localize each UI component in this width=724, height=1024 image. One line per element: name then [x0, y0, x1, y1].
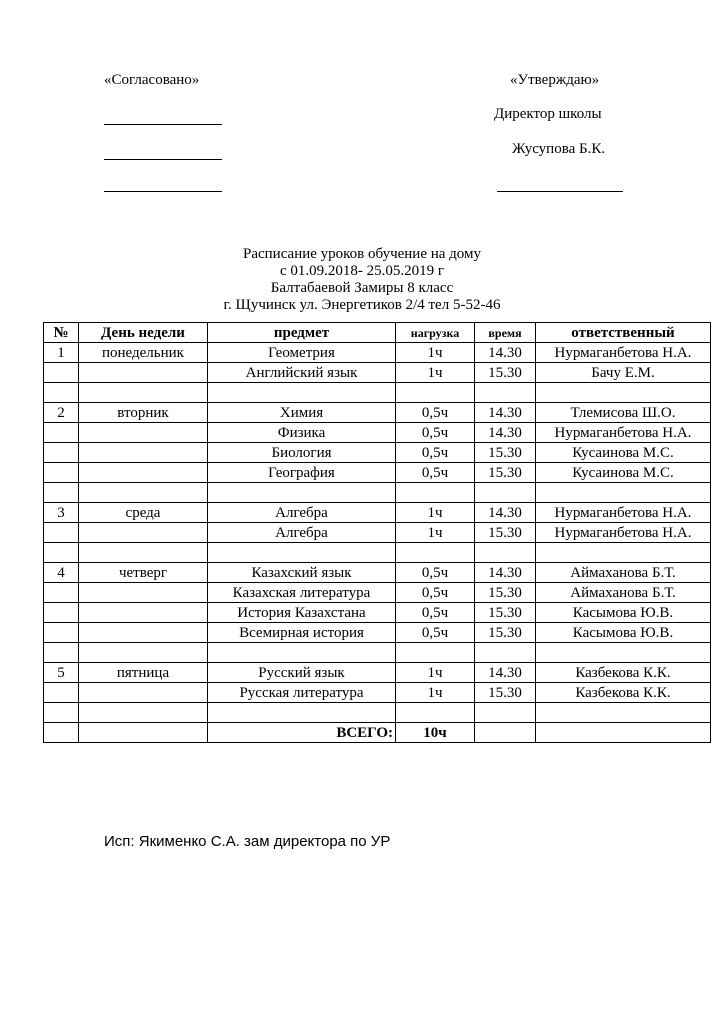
table-cell	[396, 703, 475, 723]
table-cell	[44, 383, 79, 403]
table-cell: Кусаинова М.С.	[536, 463, 711, 483]
table-row	[44, 583, 711, 603]
table-cell	[536, 383, 711, 403]
table-cell	[44, 623, 79, 643]
table-cell	[79, 643, 208, 663]
table-cell: Нурмаганбетова Н.А.	[536, 423, 711, 443]
table-cell	[44, 523, 79, 543]
table-cell	[79, 603, 208, 623]
table-cell: 15.30	[475, 603, 536, 623]
table-cell: 3	[44, 503, 79, 523]
table-cell	[79, 523, 208, 543]
table-cell	[79, 443, 208, 463]
table-cell: География	[208, 463, 396, 483]
table-cell: 1	[44, 343, 79, 363]
table-cell	[44, 723, 79, 743]
table-cell	[79, 463, 208, 483]
table-cell	[44, 483, 79, 503]
table-cell: Бачу Е.М.	[536, 363, 711, 383]
table-cell	[79, 483, 208, 503]
table-row	[44, 543, 711, 563]
table-cell: 15.30	[475, 463, 536, 483]
table-cell: 15.30	[475, 443, 536, 463]
table-cell: 0,5ч	[396, 403, 475, 423]
table-row	[44, 523, 711, 543]
title-line: Балтабаевой Замиры 8 класс	[270, 280, 454, 296]
table-cell	[79, 703, 208, 723]
approve-label: «Утверждаю»	[510, 72, 600, 88]
signature-line	[104, 124, 222, 125]
table-cell	[44, 423, 79, 443]
table-cell	[79, 383, 208, 403]
table-cell	[44, 463, 79, 483]
director-title: Директор школы	[494, 106, 602, 122]
table-cell	[208, 483, 396, 503]
table-cell: 15.30	[475, 583, 536, 603]
table-row	[44, 483, 711, 503]
table-cell: Нурмаганбетова Н.А.	[536, 523, 711, 543]
table-cell: Биология	[208, 443, 396, 463]
table-cell: среда	[79, 503, 208, 523]
schedule-table	[43, 322, 711, 743]
table-cell: Касымова Ю.В.	[536, 603, 711, 623]
table-cell: 14.30	[475, 663, 536, 683]
table-cell: Английский язык	[208, 363, 396, 383]
table-cell: 2	[44, 403, 79, 423]
table-cell: 0,5ч	[396, 563, 475, 583]
table-row	[44, 703, 711, 723]
table-cell: 1ч	[396, 683, 475, 703]
table-cell	[44, 543, 79, 563]
table-cell	[536, 643, 711, 663]
table-row	[44, 623, 711, 643]
table-cell: Геометрия	[208, 343, 396, 363]
table-cell: понедельник	[79, 343, 208, 363]
approved-label: «Согласовано»	[104, 72, 200, 88]
table-cell: вторник	[79, 403, 208, 423]
title-line: Расписание уроков обучение на дому	[242, 246, 482, 262]
table-cell	[475, 643, 536, 663]
table-cell: Казбекова К.К.	[536, 683, 711, 703]
table-cell: Алгебра	[208, 523, 396, 543]
table-cell	[208, 703, 396, 723]
column-header: ответственный	[536, 323, 711, 343]
column-header: №	[44, 323, 79, 343]
table-row	[44, 663, 711, 683]
table-cell: четверг	[79, 563, 208, 583]
table-cell: Нурмаганбетова Н.А.	[536, 343, 711, 363]
table-cell: Всемирная история	[208, 623, 396, 643]
table-cell	[396, 643, 475, 663]
table-cell: 15.30	[475, 363, 536, 383]
table-cell: 14.30	[475, 403, 536, 423]
total-value: 10ч	[396, 723, 475, 743]
table-cell	[79, 723, 208, 743]
table-header-row	[44, 323, 711, 343]
table-row	[44, 403, 711, 423]
table-cell: Кусаинова М.С.	[536, 443, 711, 463]
table-cell: Аймаханова Б.Т.	[536, 563, 711, 583]
table-row	[44, 443, 711, 463]
table-row	[44, 503, 711, 523]
table-cell: 5	[44, 663, 79, 683]
table-row	[44, 363, 711, 383]
table-cell	[396, 483, 475, 503]
table-cell: 15.30	[475, 523, 536, 543]
table-cell: История Казахстана	[208, 603, 396, 623]
document-title	[0, 246, 724, 314]
table-row	[44, 423, 711, 443]
table-cell	[44, 603, 79, 623]
table-cell: Русский язык	[208, 663, 396, 683]
column-header: время	[475, 323, 536, 343]
table-cell: Тлемисова Ш.О.	[536, 403, 711, 423]
table-cell: Физика	[208, 423, 396, 443]
table-row	[44, 603, 711, 623]
table-cell: 1ч	[396, 523, 475, 543]
table-cell: 1ч	[396, 503, 475, 523]
column-header: предмет	[208, 323, 396, 343]
table-cell: 14.30	[475, 503, 536, 523]
director-name: Жусупова Б.К.	[512, 141, 606, 157]
table-cell: 0,5ч	[396, 443, 475, 463]
table-cell: 0,5ч	[396, 603, 475, 623]
total-row	[44, 723, 711, 743]
table-cell: 0,5ч	[396, 623, 475, 643]
table-cell: Нурмаганбетова Н.А.	[536, 503, 711, 523]
table-cell	[79, 683, 208, 703]
table-cell	[79, 363, 208, 383]
total-label: ВСЕГО:	[208, 723, 396, 743]
table-cell: 0,5ч	[396, 423, 475, 443]
executor-note: Исп: Якименко С.А. зам директора по УР	[104, 833, 391, 850]
signature-line	[104, 191, 222, 192]
table-cell: Казахская литература	[208, 583, 396, 603]
table-cell	[208, 643, 396, 663]
table-cell	[44, 703, 79, 723]
table-cell	[44, 443, 79, 463]
table-cell: Химия	[208, 403, 396, 423]
table-cell: 15.30	[475, 623, 536, 643]
table-cell	[475, 483, 536, 503]
table-row	[44, 463, 711, 483]
table-cell	[44, 643, 79, 663]
table-row	[44, 563, 711, 583]
table-cell: Казбекова К.К.	[536, 663, 711, 683]
table-cell	[536, 703, 711, 723]
table-cell	[79, 423, 208, 443]
table-cell	[396, 543, 475, 563]
table-cell	[44, 583, 79, 603]
table-cell: 15.30	[475, 683, 536, 703]
table-cell	[79, 623, 208, 643]
table-cell: 14.30	[475, 423, 536, 443]
table-cell	[79, 583, 208, 603]
table-cell: пятница	[79, 663, 208, 683]
table-cell	[475, 703, 536, 723]
table-cell	[475, 543, 536, 563]
table-cell	[536, 543, 711, 563]
table-row	[44, 643, 711, 663]
table-row	[44, 683, 711, 703]
table-cell: Алгебра	[208, 503, 396, 523]
table-cell	[475, 383, 536, 403]
table-cell: 1ч	[396, 343, 475, 363]
table-cell	[208, 543, 396, 563]
column-header: нагрузка	[396, 323, 475, 343]
table-cell: 1ч	[396, 363, 475, 383]
table-cell	[44, 363, 79, 383]
table-cell	[208, 383, 396, 403]
table-cell: 0,5ч	[396, 463, 475, 483]
table-cell	[475, 723, 536, 743]
table-cell: 14.30	[475, 343, 536, 363]
table-cell	[536, 723, 711, 743]
table-cell: Казахский язык	[208, 563, 396, 583]
table-cell: Русская литература	[208, 683, 396, 703]
table-cell: 14.30	[475, 563, 536, 583]
table-row	[44, 343, 711, 363]
table-cell	[79, 543, 208, 563]
table-cell	[536, 483, 711, 503]
table-cell: Аймаханова Б.Т.	[536, 583, 711, 603]
table-row	[44, 383, 711, 403]
signature-line	[497, 191, 623, 192]
table-cell: 1ч	[396, 663, 475, 683]
table-cell	[44, 683, 79, 703]
table-cell: 4	[44, 563, 79, 583]
table-cell	[396, 383, 475, 403]
column-header: День недели	[79, 323, 208, 343]
signature-line	[104, 159, 222, 160]
title-line: с 01.09.2018- 25.05.2019 г	[279, 263, 445, 279]
table-cell: Касымова Ю.В.	[536, 623, 711, 643]
table-cell: 0,5ч	[396, 583, 475, 603]
title-line: г. Щучинск ул. Энергетиков 2/4 тел 5-52-46	[223, 297, 501, 313]
